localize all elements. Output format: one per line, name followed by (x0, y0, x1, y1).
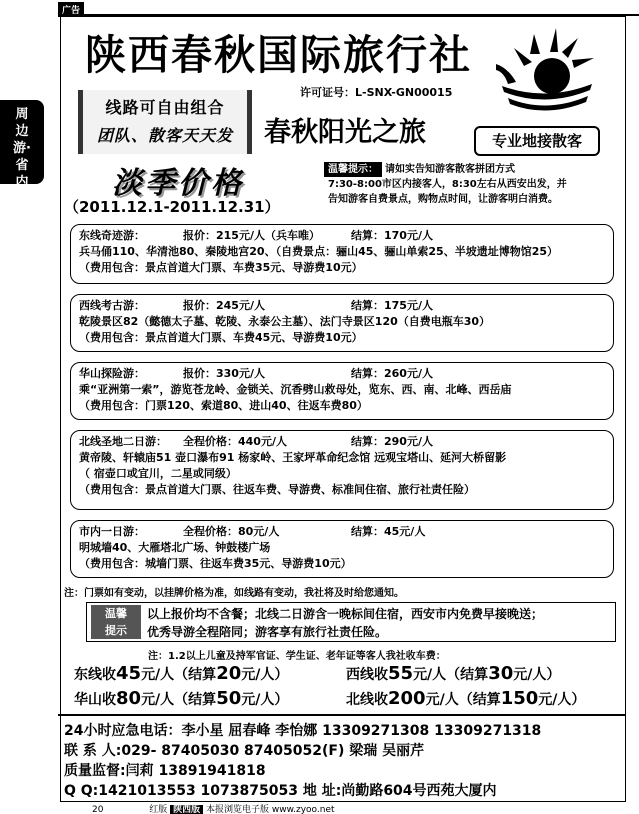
fare-suffix: 元/人） (241, 667, 289, 683)
quality-supervisor: 质量监督:闫莉 13891941818 (64, 763, 266, 779)
qq-and-address: Q Q:1421013553 1073875053 地 址:尚勤路604号西苑大厦内 (64, 783, 497, 799)
child-fare-note: 注：1.2以上儿童及持军官证、学生证、老年证等客人我社收车费： (148, 651, 446, 662)
route-name: 华山探险游： (79, 367, 145, 380)
side-section-tab (0, 100, 44, 190)
fare-amount: 45 (116, 663, 142, 684)
fare-amount: 200 (388, 688, 426, 709)
sun-boat-logo-icon (494, 24, 598, 120)
route-sites: 乘“亚洲第一索”，游览苍龙岭、金锁关、沉香劈山救母处，览东、西、南、北峰、西岳庙 (79, 383, 512, 396)
route-huashan (70, 362, 614, 420)
child-fare-west (346, 663, 560, 684)
route-includes: （费用包含：景点首道大门票、车费45元、导游费10元） (79, 331, 363, 344)
fare-settle: 150 (500, 688, 539, 709)
contact-person: 联 系 人:029- 87405030 87405052(F) 梁瑞 吴丽芹 (64, 743, 425, 759)
fare-unit: 元/人（结算 (141, 667, 217, 683)
route-sites: 兵马俑110、华清池80、秦陵地宫20、（自费景点：骊山45、骊山单索25、半坡遗址博物馆25） (79, 245, 558, 258)
route-settle: 结算：170元/人 (351, 229, 433, 242)
fare-suffix: 元/人） (538, 692, 586, 708)
ad-tag: 广告 (58, 2, 84, 17)
route-includes: （费用包含：城墙门票、往返车费35元、导游费10元） (79, 557, 352, 570)
route-settle: 结算：45元/人 (351, 525, 426, 538)
warm-text-line-1: 以上报价均不含餐；北线二日游含一晚标间住宿，西安市内免费早接晚送； (147, 607, 544, 621)
professional-badge: 专业地接散客 (474, 126, 600, 156)
fare-prefix: 华山收 (74, 692, 116, 708)
warm-reminder-box (86, 602, 616, 642)
route-includes: （费用包含：景点首道大门票、车费35元、导游费10元） (79, 261, 363, 274)
fare-suffix: 元/人） (513, 667, 561, 683)
sunshine-tour-title: 春秋阳光之旅 (264, 117, 426, 148)
fare-settle: 50 (216, 688, 242, 709)
route-sites: 乾陵景区82（懿德太子墓、乾陵、永泰公主墓）、法门寺景区120（自费电瓶车30） (79, 315, 491, 328)
route-settle: 结算：260元/人 (351, 367, 433, 380)
fare-unit: 元/人（结算 (425, 692, 501, 708)
route-name: 北线圣地二日游： (79, 435, 167, 448)
fare-amount: 55 (388, 663, 414, 684)
route-price: 报价：215元/人（兵车唯） (183, 229, 320, 242)
offseason-price-title: 淡季价格 (112, 166, 244, 201)
section-name: 红版 (149, 805, 168, 814)
route-sites: 明城墙40、大雁塔北广场、钟鼓楼广场 (79, 541, 271, 554)
route-west (70, 294, 614, 352)
route-name: 市内一日游： (79, 525, 145, 538)
route-lodging: （ 宿壶口或宜川，二星或同级） (79, 467, 237, 480)
slogan-box (78, 90, 252, 154)
slogan-line-2: 团队、散客天天发 (96, 126, 233, 145)
route-east (70, 224, 614, 284)
route-price: 全程价格：80元/人 (183, 525, 280, 538)
side-tab-char-3: 游· (13, 141, 31, 156)
agency-title: 陕西春秋国际旅行社 (85, 31, 472, 79)
fare-settle: 20 (216, 663, 242, 684)
warm-text-line-2: 优秀导游全程陪同；游客享有旅行社责任险。 (147, 625, 388, 639)
child-fare-north (346, 688, 585, 709)
footer-text: 本报浏览电子版 www.zyoo.net (206, 805, 335, 814)
child-fare-huashan (74, 688, 288, 709)
warm-label-line-2: 提示 (105, 624, 127, 637)
route-includes: （费用包含：景点首道大门票、往返车费、导游费、标准间住宿、旅行社责任险） (79, 483, 475, 496)
contact-divider (58, 714, 625, 716)
route-sites: 黄帝陵、轩辕庙51 壶口瀑布91 杨家岭、王家坪革命纪念馆 远观宝塔山、延河大桥留影 (79, 451, 507, 464)
route-price: 报价：330元/人 (183, 367, 265, 380)
fare-prefix: 东线收 (74, 667, 116, 683)
route-city (70, 520, 614, 578)
price-change-note: 注：门票如有变动，以挂牌价格为准，如线路有变动，我社将及时给您通知。 (64, 588, 404, 599)
route-settle: 结算：290元/人 (351, 435, 433, 448)
child-fare-east (74, 663, 288, 684)
page-number: 20 (92, 805, 104, 814)
license-number: 许可证号：L-SNX-GN00015 (300, 86, 453, 99)
warm-label-line-1: 温馨 (105, 607, 127, 620)
tip-detail-1: 7:30-8:00市区内接客人，8:30左右从西安出发，并 (328, 179, 567, 190)
emergency-phone: 24小时应急电话：李小星 屈春峰 李怡娜 13309271308 13309271318 (64, 723, 542, 739)
tip-text: 请如实告知游客散客拼团方式 (385, 164, 515, 175)
tip-label: 温馨提示： (324, 162, 382, 177)
side-tab-char-2: 边 (15, 124, 29, 139)
fare-prefix: 北线收 (346, 692, 388, 708)
fare-prefix: 西线收 (346, 667, 388, 683)
warm-reminder-text (147, 605, 543, 641)
warm-tips (324, 162, 624, 207)
fare-amount: 80 (116, 688, 142, 709)
route-name: 西线考古游： (79, 299, 145, 312)
warm-reminder-label (91, 605, 141, 639)
route-price: 报价：245元/人 (183, 299, 265, 312)
slogan-line-1: 线路可自由组合 (105, 98, 225, 117)
side-tab-char-4: 省 (15, 158, 29, 173)
fare-settle: 30 (488, 663, 514, 684)
route-includes: （费用包含：门票120、索道80、进山40、往返车费80） (79, 399, 368, 412)
side-tab-char-5: 内 (15, 175, 29, 190)
fare-unit: 元/人（结算 (141, 692, 217, 708)
fare-suffix: 元/人） (241, 692, 289, 708)
paper-badge: 陕西版 (170, 805, 203, 814)
route-price: 全程价格：440元/人 (183, 435, 287, 448)
date-range: （2011.12.1-2011.12.31） (64, 198, 280, 216)
side-tab-char-1: 周 (15, 107, 29, 122)
page-footer (92, 802, 335, 814)
tip-detail-2: 告知游客自费景点，购物点时间，让游客明白消费。 (328, 194, 558, 205)
route-north (70, 430, 614, 510)
route-settle: 结算：175元/人 (351, 299, 433, 312)
fare-unit: 元/人（结算 (413, 667, 489, 683)
route-name: 东线奇迹游： (79, 229, 145, 242)
